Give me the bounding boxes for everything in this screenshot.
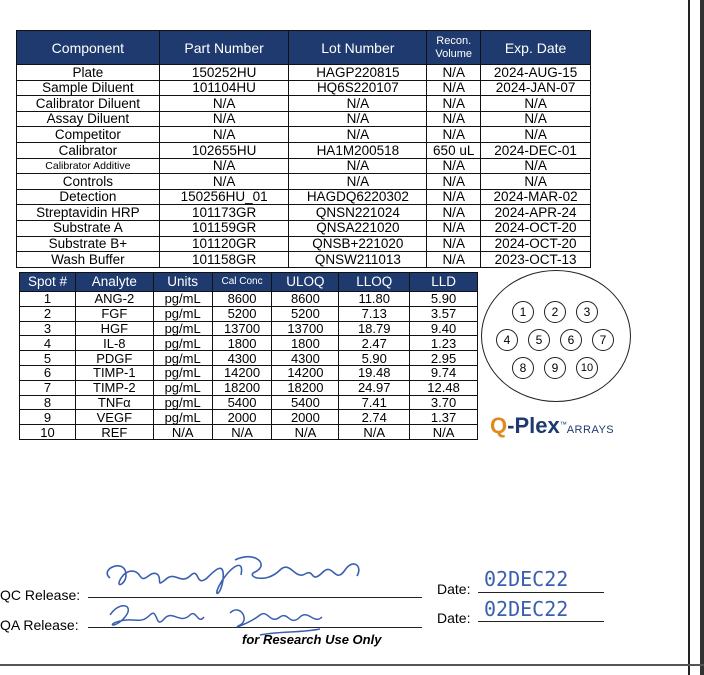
component-cell: N/A xyxy=(159,158,289,174)
scan-bottom-edge xyxy=(0,664,704,666)
component-cell: Sample Diluent xyxy=(17,80,160,96)
component-cell: N/A xyxy=(481,174,591,190)
component-cell: HQ6S220107 xyxy=(289,80,427,96)
spot-cell: 9 xyxy=(20,410,76,425)
spot-cell: 5 xyxy=(20,351,76,366)
component-cell: HAGP220815 xyxy=(289,65,427,81)
spot-cell: pg/mL xyxy=(153,336,212,351)
spot-cell: 18200 xyxy=(272,380,339,395)
spot-cell: 9.40 xyxy=(410,321,478,336)
component-cell: N/A xyxy=(427,220,481,236)
qc-handwritten-date: 02DEC22 xyxy=(484,567,569,591)
plate-spot: 5 xyxy=(528,329,550,351)
component-cell: N/A xyxy=(289,174,427,190)
spot-cell: 13700 xyxy=(272,321,339,336)
component-cell: Calibrator Additive xyxy=(17,158,160,174)
spot-cell: 5400 xyxy=(272,395,339,410)
component-cell: QNSA221020 xyxy=(289,220,427,236)
component-cell: N/A xyxy=(481,111,591,127)
plate-spot: 8 xyxy=(512,357,534,379)
qc-date-label: Date: xyxy=(437,581,471,597)
spot-cell: pg/mL xyxy=(153,365,212,380)
spot-cell: 5200 xyxy=(272,306,339,321)
spot-cell: 3 xyxy=(20,321,76,336)
plate-spot: 1 xyxy=(512,301,534,323)
component-cell: N/A xyxy=(427,158,481,174)
component-cell: HA1M200518 xyxy=(289,142,427,158)
component-cell: Wash Buffer xyxy=(17,252,160,268)
header-spot: Spot # xyxy=(20,273,76,292)
spot-cell: pg/mL xyxy=(153,292,212,307)
spot-cell: N/A xyxy=(410,425,478,440)
qa-date-label: Date: xyxy=(437,610,471,626)
spot-cell: 14200 xyxy=(272,365,339,380)
component-row xyxy=(17,127,591,143)
plate-map-diagram xyxy=(481,270,631,402)
component-cell: 2024-JAN-07 xyxy=(481,80,591,96)
plate-spot: 10 xyxy=(576,357,598,379)
component-cell: N/A xyxy=(159,111,289,127)
qa-release-label: QA Release: xyxy=(0,617,79,633)
component-cell: 2024-DEC-01 xyxy=(481,142,591,158)
page-edge-line xyxy=(688,0,690,675)
plate-spot: 9 xyxy=(544,357,566,379)
spot-cell: 18.79 xyxy=(339,321,410,336)
component-cell: 150256HU_01 xyxy=(159,189,289,205)
header-uloq: ULOQ xyxy=(272,273,339,292)
spot-cell: 10 xyxy=(20,425,76,440)
spot-cell: 2000 xyxy=(272,410,339,425)
qa-handwritten-date: 02DEC22 xyxy=(484,597,569,621)
component-cell: 650 uL xyxy=(427,142,481,158)
spot-row xyxy=(20,365,478,380)
spot-cell: N/A xyxy=(339,425,410,440)
component-cell: N/A xyxy=(427,252,481,268)
component-row xyxy=(17,252,591,268)
spot-cell: TIMP-1 xyxy=(75,365,153,380)
spot-cell: 7 xyxy=(20,380,76,395)
spot-cell: ANG-2 xyxy=(75,292,153,307)
component-cell: 101104HU xyxy=(159,80,289,96)
component-cell: 2024-OCT-20 xyxy=(481,236,591,252)
component-cell: N/A xyxy=(289,111,427,127)
component-cell: N/A xyxy=(289,96,427,112)
spot-cell: 3.70 xyxy=(410,395,478,410)
research-use-only-note: for Research Use Only xyxy=(242,632,382,647)
component-cell: N/A xyxy=(427,96,481,112)
component-cell: 2024-AUG-15 xyxy=(481,65,591,81)
component-cell: N/A xyxy=(427,111,481,127)
spot-row xyxy=(20,425,478,440)
component-row xyxy=(17,111,591,127)
component-cell: N/A xyxy=(159,174,289,190)
spot-cell: pg/mL xyxy=(153,410,212,425)
spot-cell: 7.13 xyxy=(339,306,410,321)
spot-cell: 1.23 xyxy=(410,336,478,351)
header-component: Component xyxy=(17,31,160,65)
component-cell: HAGDQ6220302 xyxy=(289,189,427,205)
component-cell: 150252HU xyxy=(159,65,289,81)
spot-cell: 19.48 xyxy=(339,365,410,380)
component-cell: Detection xyxy=(17,189,160,205)
header-recon-volume: Recon. Volume xyxy=(427,31,481,65)
spot-cell: 4 xyxy=(20,336,76,351)
spot-cell: pg/mL xyxy=(153,351,212,366)
logo-plex: -Plex xyxy=(507,413,560,438)
spot-table xyxy=(19,272,478,440)
component-cell: N/A xyxy=(427,65,481,81)
spot-cell: 2000 xyxy=(212,410,272,425)
plate-spot: 3 xyxy=(576,301,598,323)
component-cell: N/A xyxy=(289,127,427,143)
qa-date-line xyxy=(478,621,604,622)
spot-cell: 1800 xyxy=(212,336,272,351)
plate-spot: 6 xyxy=(560,329,582,351)
spot-cell: 2.95 xyxy=(410,351,478,366)
logo-tm: ™ xyxy=(559,421,567,429)
spot-cell: TNFα xyxy=(75,395,153,410)
spot-cell: 2 xyxy=(20,306,76,321)
spot-table-header xyxy=(20,273,478,292)
spot-row xyxy=(20,395,478,410)
spot-cell: 8600 xyxy=(212,292,272,307)
component-cell: 101159GR xyxy=(159,220,289,236)
component-row xyxy=(17,189,591,205)
component-cell: Substrate A xyxy=(17,220,160,236)
component-cell: Controls xyxy=(17,174,160,190)
spot-cell: FGF xyxy=(75,306,153,321)
qc-release-label: QC Release: xyxy=(0,587,81,603)
plate-spot: 2 xyxy=(544,301,566,323)
component-row xyxy=(17,174,591,190)
header-units: Units xyxy=(153,273,212,292)
header-cal-conc: Cal Conc xyxy=(212,273,272,292)
spot-cell: N/A xyxy=(272,425,339,440)
component-row xyxy=(17,65,591,81)
component-cell: 101173GR xyxy=(159,205,289,221)
spot-cell: 12.48 xyxy=(410,380,478,395)
component-cell: 2024-OCT-20 xyxy=(481,220,591,236)
spot-row xyxy=(20,410,478,425)
component-row xyxy=(17,236,591,252)
spot-cell: 2.74 xyxy=(339,410,410,425)
spot-cell: pg/mL xyxy=(153,306,212,321)
component-row xyxy=(17,96,591,112)
spot-row xyxy=(20,351,478,366)
spot-cell: 11.80 xyxy=(339,292,410,307)
qc-date-line xyxy=(478,592,604,593)
component-cell: N/A xyxy=(427,189,481,205)
spot-cell: 8600 xyxy=(272,292,339,307)
logo-q: Q xyxy=(490,413,508,438)
spot-cell: 14200 xyxy=(212,365,272,380)
component-cell: N/A xyxy=(481,158,591,174)
component-cell: 101120GR xyxy=(159,236,289,252)
spot-cell: 24.97 xyxy=(339,380,410,395)
spot-cell: 13700 xyxy=(212,321,272,336)
spot-row xyxy=(20,292,478,307)
spot-cell: pg/mL xyxy=(153,395,212,410)
component-cell: QNSB+221020 xyxy=(289,236,427,252)
component-row xyxy=(17,220,591,236)
component-cell: N/A xyxy=(427,80,481,96)
header-lot-number: Lot Number xyxy=(289,31,427,65)
component-cell: Calibrator xyxy=(17,142,160,158)
component-cell: Assay Diluent xyxy=(17,111,160,127)
component-cell: Calibrator Diluent xyxy=(17,96,160,112)
spot-cell: 4300 xyxy=(212,351,272,366)
spot-cell: 4300 xyxy=(272,351,339,366)
component-cell: N/A xyxy=(427,236,481,252)
spot-cell: 18200 xyxy=(212,380,272,395)
header-analyte: Analyte xyxy=(75,273,153,292)
spot-cell: N/A xyxy=(212,425,272,440)
header-lloq: LLOQ xyxy=(339,273,410,292)
spot-cell: 5200 xyxy=(212,306,272,321)
header-part-number: Part Number xyxy=(159,31,289,65)
spot-cell: pg/mL xyxy=(153,380,212,395)
spot-cell: IL-8 xyxy=(75,336,153,351)
spot-cell: 5.90 xyxy=(410,292,478,307)
spot-cell: 5.90 xyxy=(339,351,410,366)
component-cell: N/A xyxy=(289,158,427,174)
spot-row xyxy=(20,306,478,321)
spot-row xyxy=(20,336,478,351)
component-row xyxy=(17,205,591,221)
spot-cell: 8 xyxy=(20,395,76,410)
component-cell: 2024-MAR-02 xyxy=(481,189,591,205)
spot-cell: pg/mL xyxy=(153,321,212,336)
component-row xyxy=(17,142,591,158)
component-cell: N/A xyxy=(481,96,591,112)
component-table-header xyxy=(17,31,591,65)
spot-row xyxy=(20,380,478,395)
component-cell: Plate xyxy=(17,65,160,81)
component-cell: N/A xyxy=(481,127,591,143)
component-row xyxy=(17,158,591,174)
component-table xyxy=(16,30,591,268)
component-cell: N/A xyxy=(159,96,289,112)
header-exp-date: Exp. Date xyxy=(481,31,591,65)
spot-cell: 1800 xyxy=(272,336,339,351)
component-cell: 101158GR xyxy=(159,252,289,268)
component-cell: N/A xyxy=(427,174,481,190)
component-cell: 2023-OCT-13 xyxy=(481,252,591,268)
spot-cell: 9.74 xyxy=(410,365,478,380)
component-cell: QNSW211013 xyxy=(289,252,427,268)
spot-cell: 1 xyxy=(20,292,76,307)
component-cell: N/A xyxy=(427,127,481,143)
spot-cell: HGF xyxy=(75,321,153,336)
component-cell: 2024-APR-24 xyxy=(481,205,591,221)
spot-cell: 1.37 xyxy=(410,410,478,425)
spot-cell: 2.47 xyxy=(339,336,410,351)
plate-spot: 7 xyxy=(592,329,614,351)
component-row xyxy=(17,80,591,96)
spot-cell: TIMP-2 xyxy=(75,380,153,395)
spot-cell: PDGF xyxy=(75,351,153,366)
spot-cell: N/A xyxy=(153,425,212,440)
plate-spot: 4 xyxy=(496,329,518,351)
header-lld: LLD xyxy=(410,273,478,292)
component-cell: Substrate B+ xyxy=(17,236,160,252)
spot-cell: 3.57 xyxy=(410,306,478,321)
spot-row xyxy=(20,321,478,336)
spot-cell: 7.41 xyxy=(339,395,410,410)
component-cell: Streptavidin HRP xyxy=(17,205,160,221)
spot-cell: VEGF xyxy=(75,410,153,425)
scan-edge xyxy=(700,0,704,675)
component-cell: 102655HU xyxy=(159,142,289,158)
component-cell: QNSN221024 xyxy=(289,205,427,221)
component-cell: N/A xyxy=(427,205,481,221)
spot-cell: REF xyxy=(75,425,153,440)
spot-cell: 6 xyxy=(20,365,76,380)
logo-arrays: ARRAYS xyxy=(566,424,615,436)
component-cell: Competitor xyxy=(17,127,160,143)
spot-cell: 5400 xyxy=(212,395,272,410)
component-cell: N/A xyxy=(159,127,289,143)
qplex-logo xyxy=(490,413,614,443)
